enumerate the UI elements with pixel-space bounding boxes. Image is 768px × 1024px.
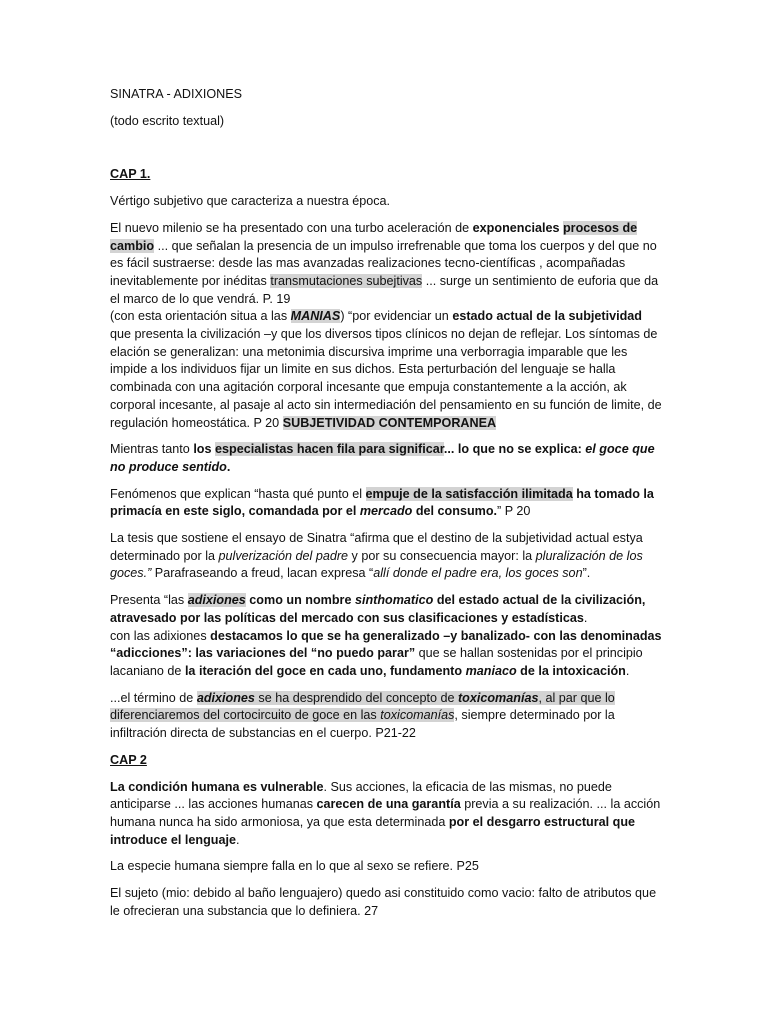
chapter-1-heading: CAP 1. bbox=[110, 167, 151, 182]
paragraph-presenta bbox=[110, 592, 662, 681]
text-run: Fenómenos que explican “hasta qué punto el bbox=[110, 486, 366, 501]
text-run: El nuevo milenio se ha presentado con una turbo aceleración de bbox=[110, 220, 473, 235]
text-run: que se hallan sostenidas por el principio lacaniano de bbox=[110, 646, 643, 678]
bold-italic-text: maniaco bbox=[465, 663, 517, 678]
bold-italic-text: sinthomatico bbox=[354, 593, 434, 608]
chapter-2-heading: CAP 2 bbox=[110, 752, 147, 767]
doc-title: SINATRA - ADIXIONES bbox=[110, 87, 243, 101]
bold-text: por el desgarro estructural que introduce el lenguaje bbox=[110, 814, 636, 847]
bold-italic-text: MANIAS bbox=[290, 309, 341, 324]
bold-text: los bbox=[193, 442, 216, 457]
italic-text: allí donde el padre era, los goces son bbox=[373, 566, 583, 581]
bold-text: del consumo. bbox=[412, 504, 498, 519]
text-run: . bbox=[583, 610, 588, 625]
text-run: . bbox=[625, 663, 630, 678]
text-run: ” P 20 bbox=[497, 504, 531, 519]
bold-text: . bbox=[226, 459, 231, 474]
text-run: La tesis que sostiene el ensayo de Sinatra “afirma que el destino de la subjetividad actual estya determinado por la bbox=[110, 531, 643, 563]
text-run: ... que señalan la presencia de un impulso irrefrenable que toma los cuerpos y del que no es fácil sustraerse: desde las mas avanzadas realizaciones tecno-científicas , acompañadas inevitablemente por inéditas bbox=[110, 238, 657, 288]
paragraph-vertigo: Vértigo subjetivo que caracteriza a nuestra época. bbox=[110, 194, 391, 209]
text-run: ... surge un sentimiento de euforia que da el marco de lo que vendrá. P. 19 bbox=[110, 273, 659, 306]
bold-text: ... lo que no se explica: bbox=[443, 442, 586, 457]
bold-italic-text: adixiones bbox=[187, 593, 246, 608]
highlighted-text: empuje de la satisfacción ilimitada bbox=[365, 486, 573, 501]
text-run: (con esta orientación situa a las bbox=[110, 309, 291, 324]
bold-text: como un nombre bbox=[245, 593, 355, 608]
text-run: ”. bbox=[582, 566, 591, 581]
highlighted-text: especialistas hacen fila para significar bbox=[215, 442, 444, 457]
highlighted-text bbox=[188, 593, 246, 607]
italic-text: pulverización del padre bbox=[218, 548, 349, 563]
bold-italic-text: toxicomanías bbox=[457, 690, 539, 705]
bold-italic-text: mercado bbox=[359, 504, 413, 519]
text-run: ...el término de bbox=[110, 690, 197, 705]
text-run: Presenta “las bbox=[110, 593, 188, 608]
bold-text: ha tomado la primacía en este siglo, comandada por el bbox=[110, 486, 654, 519]
highlighted-text: , al par que lo diferenciaremos del cortocircuito de goce en las bbox=[110, 690, 615, 723]
bold-text: del estado actual de la civilización, atravesado por las políticas del mercado con sus clasificaciones y estadísticas bbox=[110, 593, 646, 625]
paragraph-sujeto: El sujeto (mio: debido al baño lenguajero) quedo asi constituido como vacio: falto de atributos que le ofrecieran una substancia que lo definiera. 27 bbox=[110, 886, 657, 918]
paragraph-tesis bbox=[110, 530, 662, 583]
bold-italic-text: adixiones bbox=[196, 690, 255, 705]
italic-text: pluralización de los goces.” bbox=[110, 548, 643, 581]
doc-subtitle: (todo escrito textual) bbox=[110, 113, 225, 128]
paragraph-especialistas bbox=[110, 441, 662, 476]
bold-italic-wrap bbox=[466, 664, 517, 678]
bold-text: destacamos lo que se ha generalizado –y banalizado- con las denominadas “adicciones”: las variaciones del “no puedo parar” bbox=[110, 628, 662, 661]
paragraph-nuevo-milenio bbox=[110, 220, 662, 432]
highlighted-text: SUBJETIVIDAD CONTEMPORANEA bbox=[282, 415, 497, 430]
paragraph-termino bbox=[110, 690, 662, 743]
bold-text: la iteración del goce en cada uno, fundamento bbox=[184, 663, 466, 678]
highlighted-text: procesos de cambio bbox=[110, 220, 638, 253]
bold-text: estado actual de la subjetividad bbox=[452, 309, 642, 324]
bold-italic-wrap bbox=[355, 593, 433, 607]
bold-text: La condición humana es vulnerable bbox=[110, 779, 324, 794]
paragraph-especie: La especie humana siempre falla en lo que al sexo se refiere. P25 bbox=[110, 859, 479, 874]
text-run: , siempre determinado por la infiltración directa de substancias en el cuerpo. P21-22 bbox=[110, 708, 615, 741]
bold-text: exponenciales bbox=[472, 220, 560, 235]
highlighted-text bbox=[291, 309, 341, 323]
text-run: ) “por evidenciar un bbox=[340, 309, 453, 324]
text-run: que presenta la civilización –y que los diversos tipos clínicos no dejan de reflejar. Los síntomas de elación se generalizan: una metonimia discursiva imprime una verborragia imparable que les impide a los individuos fijar un limite en sus dichos. Esta perturbación del lenguaje se halla combinada con una agitación corporal incesante que empuja constantemente a la acción, ak corporal incesante, al pasaje al acto sin intermediación del pensamiento en su función de limite, de regulación homeostática. P 20 bbox=[110, 327, 662, 430]
text-run: . bbox=[235, 832, 240, 847]
text-run: previa a su realización. ... la acción humana nunca ha sido armoniosa, ya que esta determinada bbox=[110, 797, 661, 829]
highlighted-text bbox=[197, 691, 255, 705]
text-run: Parafraseando a freud, lacan expresa “ bbox=[151, 566, 374, 581]
text-run: . Sus acciones, la eficacia de las mismas, no puede anticiparse ... las acciones humanas bbox=[110, 779, 612, 812]
bold-italic-text: el goce que no produce sentido bbox=[110, 442, 655, 474]
highlighted-text: se ha desprendido del concepto de bbox=[254, 690, 458, 705]
text-run: y por su consecuencia mayor: la bbox=[348, 548, 536, 563]
text-run: con las adixiones bbox=[110, 628, 211, 643]
document-page bbox=[110, 86, 662, 929]
paragraph-fenomenos bbox=[110, 486, 662, 521]
bold-italic-wrap bbox=[360, 504, 413, 518]
bold-text: carecen de una garantía bbox=[316, 797, 461, 812]
highlighted-text: transmutaciones subejtivas bbox=[270, 273, 423, 288]
paragraph-condicion bbox=[110, 779, 662, 850]
highlighted-italic-text: toxicomanías bbox=[380, 708, 455, 723]
text-run: Mientras tanto bbox=[110, 442, 194, 457]
highlighted-text bbox=[458, 691, 539, 705]
bold-text: de la intoxicación bbox=[516, 663, 626, 678]
